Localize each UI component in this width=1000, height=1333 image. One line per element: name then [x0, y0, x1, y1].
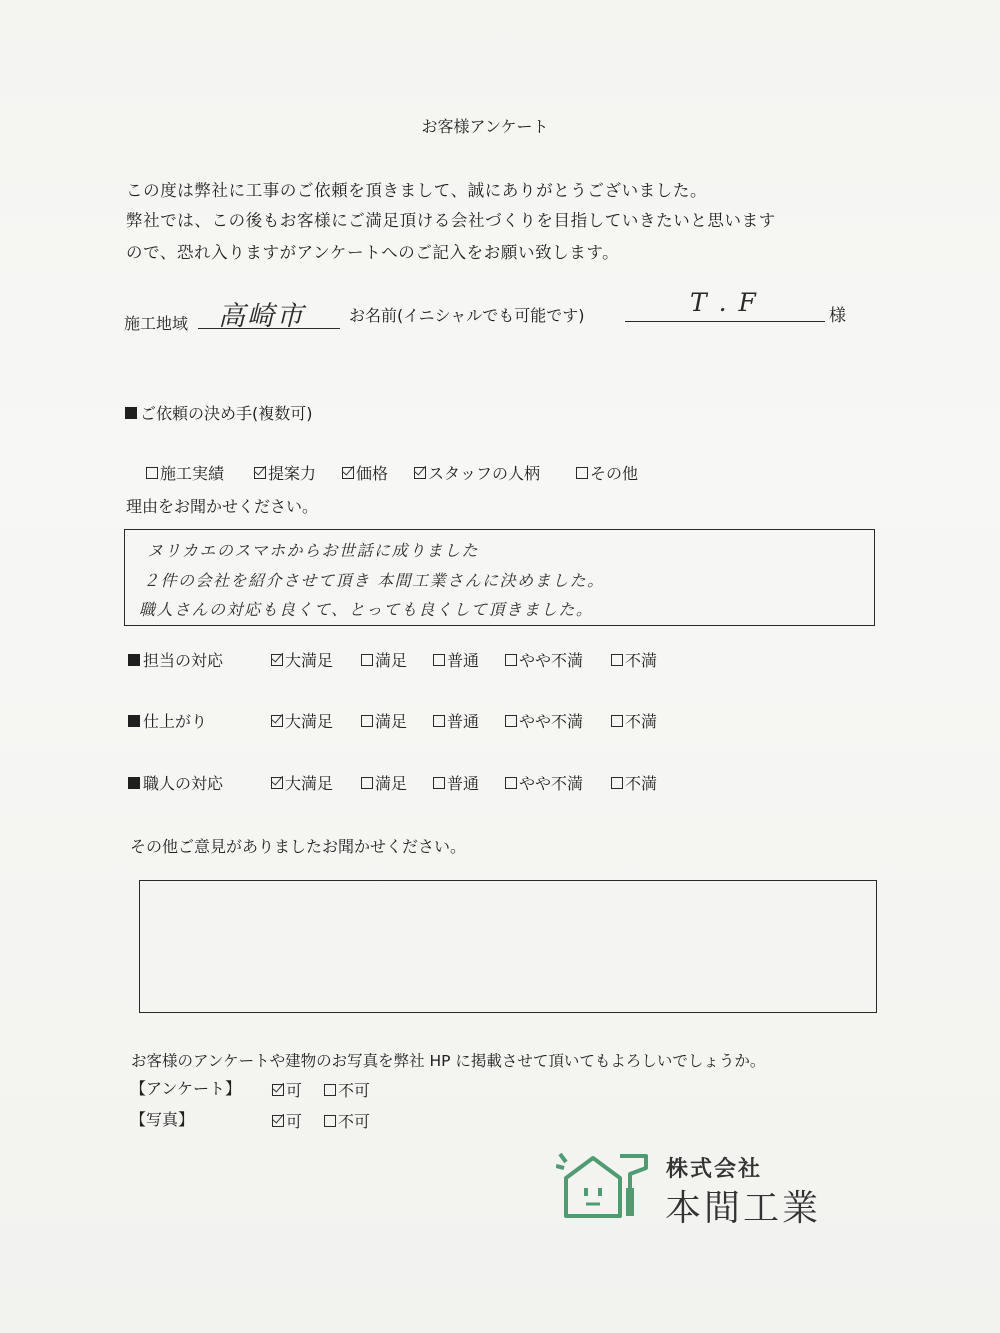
rating-row-label: 仕上がり [143, 712, 208, 731]
option-label: 提案力 [268, 464, 317, 483]
decision-option-track-record[interactable] [146, 461, 254, 484]
rating-option-somewhat-dissatisfied[interactable] [505, 648, 611, 671]
checkbox-icon[interactable] [611, 777, 623, 789]
permission-options-survey [272, 1078, 370, 1101]
option-label: 満足 [375, 712, 408, 731]
checkbox-checked-icon[interactable] [254, 467, 266, 479]
checkbox-icon[interactable] [433, 654, 445, 666]
checkbox-icon[interactable] [146, 467, 158, 479]
permission-option-yes[interactable] [272, 1109, 324, 1132]
reason-line-2: ２件の会社を紹介させて頂き 本間工業さんに決めました。 [143, 571, 605, 590]
checkbox-icon[interactable] [433, 715, 445, 727]
option-label: 普通 [447, 651, 480, 670]
rating-options-staff [271, 648, 657, 671]
area-underline [198, 328, 340, 329]
checkbox-checked-icon[interactable] [272, 1084, 284, 1096]
decision-options [146, 461, 638, 484]
checkbox-icon[interactable] [361, 777, 373, 789]
area-label: 施工地域 [124, 314, 189, 333]
option-label: スタッフの人柄 [428, 464, 541, 483]
option-label: 大満足 [285, 651, 334, 670]
honorific: 様 [829, 306, 846, 326]
permission-options-photo [272, 1109, 370, 1132]
option-label: 大満足 [285, 774, 334, 793]
decision-heading-text: ご依頼の決め手(複数可) [140, 404, 313, 423]
intro-line-2: 弊社では、この後もお客様にご満足頂ける会社づくりを目指していきたいと思います [126, 211, 776, 230]
permission-option-yes[interactable] [272, 1078, 324, 1101]
option-label: 大満足 [285, 712, 334, 731]
checkbox-icon[interactable] [611, 654, 623, 666]
checkbox-icon[interactable] [361, 715, 373, 727]
rating-option-satisfied[interactable] [361, 709, 433, 732]
rating-option-normal[interactable] [433, 771, 505, 794]
permission-row-survey-label: 【アンケート】 [130, 1079, 242, 1098]
bullet-square-icon [128, 715, 140, 727]
permission-question: お客様のアンケートや建物のお写真を弊社 HP に掲載させて頂いてもよろしいでしょうか。 [131, 1052, 766, 1070]
checkbox-checked-icon[interactable] [271, 654, 283, 666]
decision-option-staff[interactable] [414, 461, 576, 484]
house-logo-icon [556, 1148, 658, 1224]
rating-option-somewhat-dissatisfied[interactable] [505, 709, 611, 732]
permission-row-photo-label: 【写真】 [130, 1110, 195, 1129]
option-label: 普通 [447, 774, 480, 793]
reason-prompt: 理由をお聞かせください。 [126, 497, 319, 516]
rating-option-normal[interactable] [433, 709, 505, 732]
checkbox-checked-icon[interactable] [272, 1115, 284, 1127]
checkbox-icon[interactable] [505, 715, 517, 727]
name-value[interactable]: T . F [690, 288, 758, 317]
checkbox-icon[interactable] [611, 715, 623, 727]
rating-option-dissatisfied[interactable] [611, 771, 657, 794]
checkbox-icon[interactable] [324, 1115, 336, 1127]
option-label: やや不満 [519, 651, 584, 670]
reason-box[interactable] [124, 529, 875, 626]
rating-option-dissatisfied[interactable] [611, 709, 657, 732]
company-name: 本間工業 [665, 1188, 822, 1229]
bullet-square-icon [128, 777, 140, 789]
option-label: 不満 [625, 712, 658, 731]
rating-option-very-satisfied[interactable] [271, 709, 361, 732]
decision-heading [125, 401, 313, 424]
checkbox-checked-icon[interactable] [414, 467, 426, 479]
decision-option-price[interactable] [342, 461, 414, 484]
option-label: やや不満 [519, 712, 584, 731]
bullet-square-icon [125, 407, 137, 419]
option-label: 施工実績 [160, 464, 225, 483]
rating-option-normal[interactable] [433, 648, 505, 671]
checkbox-checked-icon[interactable] [342, 467, 354, 479]
form-title: お客様アンケート [421, 117, 549, 136]
permission-option-no[interactable] [324, 1078, 370, 1101]
intro-line-1: この度は弊社に工事のご依頼を頂きまして、誠にありがとうございました。 [126, 181, 708, 200]
option-label: やや不満 [519, 774, 584, 793]
reason-line-1: ヌリカエのスマホからお世話に成りました [147, 541, 480, 560]
option-label: 満足 [375, 774, 408, 793]
option-label: 可 [286, 1081, 303, 1100]
rating-option-very-satisfied[interactable] [271, 771, 361, 794]
intro-line-3: ので、恐れ入りますがアンケートへのご記入をお願い致します。 [126, 243, 620, 262]
checkbox-icon[interactable] [576, 467, 588, 479]
reason-line-3: 職人さんの対応も良くて、とっても良くして頂きました。 [139, 600, 594, 619]
bullet-square-icon [128, 654, 140, 666]
checkbox-icon[interactable] [361, 654, 373, 666]
option-label: 満足 [375, 651, 408, 670]
option-label: 可 [286, 1112, 303, 1131]
checkbox-icon[interactable] [433, 777, 445, 789]
company-type: 株式会社 [666, 1157, 763, 1182]
rating-option-dissatisfied[interactable] [611, 648, 657, 671]
rating-option-satisfied[interactable] [361, 771, 433, 794]
checkbox-icon[interactable] [505, 654, 517, 666]
comments-prompt: その他ご意見がありましたお聞かせください。 [130, 837, 467, 856]
checkbox-icon[interactable] [324, 1084, 336, 1096]
name-label: お名前(イニシャルでも可能です) [349, 306, 585, 325]
rating-row-craftsman [128, 771, 223, 794]
rating-row-label: 職人の対応 [143, 774, 224, 793]
option-label: 不満 [625, 651, 658, 670]
rating-options-craftsman [271, 771, 657, 794]
comments-box[interactable] [139, 880, 877, 1013]
rating-option-very-satisfied[interactable] [271, 648, 361, 671]
checkbox-icon[interactable] [505, 777, 517, 789]
option-label: その他 [590, 464, 639, 483]
rating-row-staff [128, 648, 223, 671]
checkbox-checked-icon[interactable] [271, 777, 283, 789]
checkbox-checked-icon[interactable] [271, 715, 283, 727]
rating-options-finish [271, 709, 657, 732]
decision-option-other[interactable] [576, 461, 638, 484]
option-label: 不可 [338, 1081, 371, 1100]
area-value[interactable]: 高崎市 [218, 301, 305, 332]
option-label: 不可 [338, 1112, 371, 1131]
option-label: 不満 [625, 774, 658, 793]
option-label: 価格 [356, 464, 389, 483]
rating-row-label: 担当の対応 [143, 651, 224, 670]
decision-option-proposal[interactable] [254, 461, 342, 484]
name-underline [625, 321, 825, 322]
rating-option-satisfied[interactable] [361, 648, 433, 671]
option-label: 普通 [447, 712, 480, 731]
permission-option-no[interactable] [324, 1109, 370, 1132]
rating-row-finish [128, 709, 207, 732]
rating-option-somewhat-dissatisfied[interactable] [505, 771, 611, 794]
